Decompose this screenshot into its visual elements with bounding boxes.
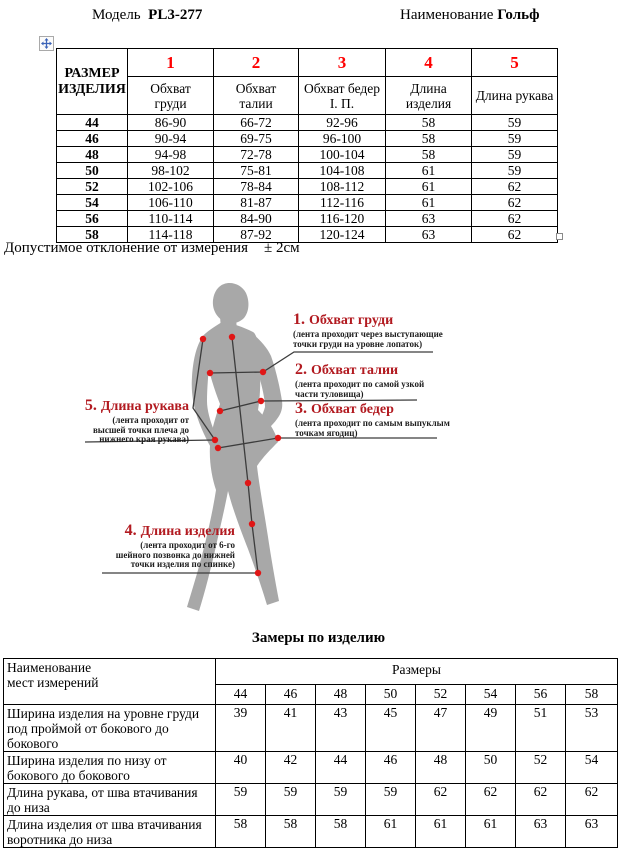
move-icon <box>41 38 52 49</box>
sleeve-cell: 62 <box>472 211 558 227</box>
column-header: Обхват бедер I. П. <box>299 77 386 115</box>
table-move-handle[interactable] <box>39 36 54 51</box>
hips-cell: 92-96 <box>299 115 386 131</box>
chest-cell: 102-106 <box>128 179 214 195</box>
length-cell: 61 <box>386 195 472 211</box>
chest-cell: 94-98 <box>128 147 214 163</box>
tolerance-note <box>4 240 300 257</box>
size-table-row <box>57 179 558 195</box>
size-cell: 44 <box>57 115 128 131</box>
model-header <box>92 7 202 24</box>
size-header: 48 <box>316 685 366 705</box>
annotation-description: (лента проходит через выступающие точки груди на уровне лопаток) <box>293 329 443 349</box>
measure-value-cell: 63 <box>516 816 566 848</box>
measure-value-cell: 59 <box>366 784 416 816</box>
model-value: PL3-277 <box>148 7 203 23</box>
sleeve-cell: 59 <box>472 163 558 179</box>
measure-name-cell: Ширина изделия на уровне груди под проймой от бокового до бокового <box>4 705 216 752</box>
measure-row <box>4 784 618 816</box>
measure-value-cell: 62 <box>416 784 466 816</box>
size-cell: 54 <box>57 195 128 211</box>
hips-cell: 104-108 <box>299 163 386 179</box>
length-cell: 63 <box>386 211 472 227</box>
measure-name-cell: Длина изделия от шва втачивания воротника до низа <box>4 816 216 848</box>
measure-value-cell: 58 <box>216 816 266 848</box>
column-header: Длина изделия <box>386 77 472 115</box>
hips-cell: 100-104 <box>299 147 386 163</box>
size-table <box>56 48 558 243</box>
sizes-header: Размеры <box>216 659 618 685</box>
size-cell: 48 <box>57 147 128 163</box>
measure-value-cell: 59 <box>316 784 366 816</box>
measure-value-cell: 62 <box>466 784 516 816</box>
size-table-row <box>57 115 558 131</box>
annotation-description: (лента проходит от высшей точки плеча до нижнего края рукава) <box>92 415 189 444</box>
size-header: 52 <box>416 685 466 705</box>
sleeve-cell: 62 <box>472 195 558 211</box>
measure-name-header: Наименование мест измерений <box>4 659 216 705</box>
measure-value-cell: 44 <box>316 752 366 784</box>
size-cell: 50 <box>57 163 128 179</box>
size-table-corner-header: РАЗМЕР ИЗДЕЛИЯ <box>57 49 128 115</box>
size-cell: 46 <box>57 131 128 147</box>
annotation-description: (лента проходит по самой узкой части туловища) <box>295 379 425 399</box>
size-cell: 52 <box>57 179 128 195</box>
measure-value-cell: 43 <box>316 705 366 752</box>
length-cell: 63 <box>386 227 472 243</box>
measure-value-cell: 53 <box>566 705 618 752</box>
waist-cell: 72-78 <box>214 147 299 163</box>
measure-value-cell: 47 <box>416 705 466 752</box>
measurements-section-title: Замеры по изделию <box>251 630 386 646</box>
size-table-row <box>57 147 558 163</box>
column-header: Обхват талии <box>214 77 299 115</box>
hips-cell: 112-116 <box>299 195 386 211</box>
chest-cell: 106-110 <box>128 195 214 211</box>
measure-name-cell: Ширина изделия по низу от бокового до бокового <box>4 752 216 784</box>
column-header: Длина рукава <box>472 77 558 115</box>
annotation-hips: 3. Обхват бедер (лента проходит по самым выпуклым точкам ягодиц) <box>295 400 455 438</box>
sleeve-cell: 59 <box>472 115 558 131</box>
measure-value-cell: 49 <box>466 705 516 752</box>
chest-cell: 86-90 <box>128 115 214 131</box>
chest-cell: 90-94 <box>128 131 214 147</box>
item-name-label: Наименование <box>400 7 494 23</box>
size-table-row <box>57 211 558 227</box>
measure-value-cell: 62 <box>566 784 618 816</box>
sleeve-cell: 59 <box>472 131 558 147</box>
annotation-sleeve-length: 5. Длина рукава (лента проходит от высшей точки плеча до нижнего края рукава) <box>57 397 189 445</box>
size-header: 56 <box>516 685 566 705</box>
measure-value-cell: 45 <box>366 705 416 752</box>
measure-value-cell: 58 <box>266 816 316 848</box>
measure-value-cell: 59 <box>216 784 266 816</box>
waist-cell: 87-92 <box>214 227 299 243</box>
length-cell: 58 <box>386 115 472 131</box>
measure-row <box>4 752 618 784</box>
hips-cell: 120-124 <box>299 227 386 243</box>
measure-value-cell: 58 <box>316 816 366 848</box>
size-cell: 56 <box>57 211 128 227</box>
measure-value-cell: 52 <box>516 752 566 784</box>
sleeve-cell: 62 <box>472 227 558 243</box>
size-table-row <box>57 131 558 147</box>
size-table-row <box>57 195 558 211</box>
measure-row <box>4 705 618 752</box>
column-number: 1 <box>128 49 214 77</box>
tolerance-value: ± 2см <box>263 240 300 256</box>
waist-cell: 69-75 <box>214 131 299 147</box>
annotation-description: (лента проходит по самым выпуклым точкам ягодиц) <box>295 418 450 438</box>
measure-value-cell: 61 <box>366 816 416 848</box>
column-number: 5 <box>472 49 558 77</box>
waist-cell: 81-87 <box>214 195 299 211</box>
model-label: Модель <box>92 7 141 23</box>
size-header: 50 <box>366 685 416 705</box>
hips-cell: 116-120 <box>299 211 386 227</box>
item-name-header <box>400 7 539 24</box>
annotation-item-length: 4. Длина изделия (лента проходит от 6-го шейного позвонка до нижней точки изделия по спинке) <box>83 522 235 570</box>
measure-value-cell: 51 <box>516 705 566 752</box>
column-number: 4 <box>386 49 472 77</box>
measure-value-cell: 46 <box>366 752 416 784</box>
length-cell: 61 <box>386 163 472 179</box>
annotation-description: (лента проходит от 6-го шейного позвонка до нижней точки изделия по спинке) <box>115 540 235 569</box>
sleeve-cell: 59 <box>472 147 558 163</box>
length-cell: 58 <box>386 131 472 147</box>
column-number: 3 <box>299 49 386 77</box>
column-number: 2 <box>214 49 299 77</box>
chest-cell: 110-114 <box>128 211 214 227</box>
annotation-waist: 2. Обхват талии (лента проходит по самой узкой части туловища) <box>295 361 445 399</box>
measure-value-cell: 63 <box>566 816 618 848</box>
length-cell: 58 <box>386 147 472 163</box>
chest-cell: 114-118 <box>128 227 214 243</box>
measure-value-cell: 61 <box>416 816 466 848</box>
measure-value-cell: 42 <box>266 752 316 784</box>
size-header: 54 <box>466 685 516 705</box>
measure-row <box>4 816 618 848</box>
measure-value-cell: 59 <box>266 784 316 816</box>
waist-cell: 66-72 <box>214 115 299 131</box>
table-resize-handle-icon[interactable] <box>556 233 563 240</box>
annotation-chest: 1. Обхват груди (лента проходит через выступающие точки груди на уровне лопаток) <box>293 311 453 349</box>
measure-value-cell: 54 <box>566 752 618 784</box>
length-cell: 61 <box>386 179 472 195</box>
measure-value-cell: 61 <box>466 816 516 848</box>
item-name-value: Гольф <box>497 7 540 23</box>
waist-cell: 78-84 <box>214 179 299 195</box>
sleeve-cell: 62 <box>472 179 558 195</box>
hips-cell: 96-100 <box>299 131 386 147</box>
size-header: 58 <box>566 685 618 705</box>
measure-value-cell: 41 <box>266 705 316 752</box>
measure-value-cell: 40 <box>216 752 266 784</box>
measure-name-cell: Длина рукава, от шва втачивания до низа <box>4 784 216 816</box>
hips-cell: 108-112 <box>299 179 386 195</box>
measure-value-cell: 50 <box>466 752 516 784</box>
measure-value-cell: 62 <box>516 784 566 816</box>
waist-cell: 75-81 <box>214 163 299 179</box>
size-header: 46 <box>266 685 316 705</box>
tolerance-label: Допустимое отклонение от измерения <box>4 240 248 256</box>
waist-cell: 84-90 <box>214 211 299 227</box>
chest-cell: 98-102 <box>128 163 214 179</box>
size-cell: 58 <box>57 227 128 243</box>
size-table-row <box>57 163 558 179</box>
measure-value-cell: 39 <box>216 705 266 752</box>
column-header: Обхват груди <box>128 77 214 115</box>
size-header: 44 <box>216 685 266 705</box>
measurements-table <box>3 658 618 848</box>
measure-value-cell: 48 <box>416 752 466 784</box>
